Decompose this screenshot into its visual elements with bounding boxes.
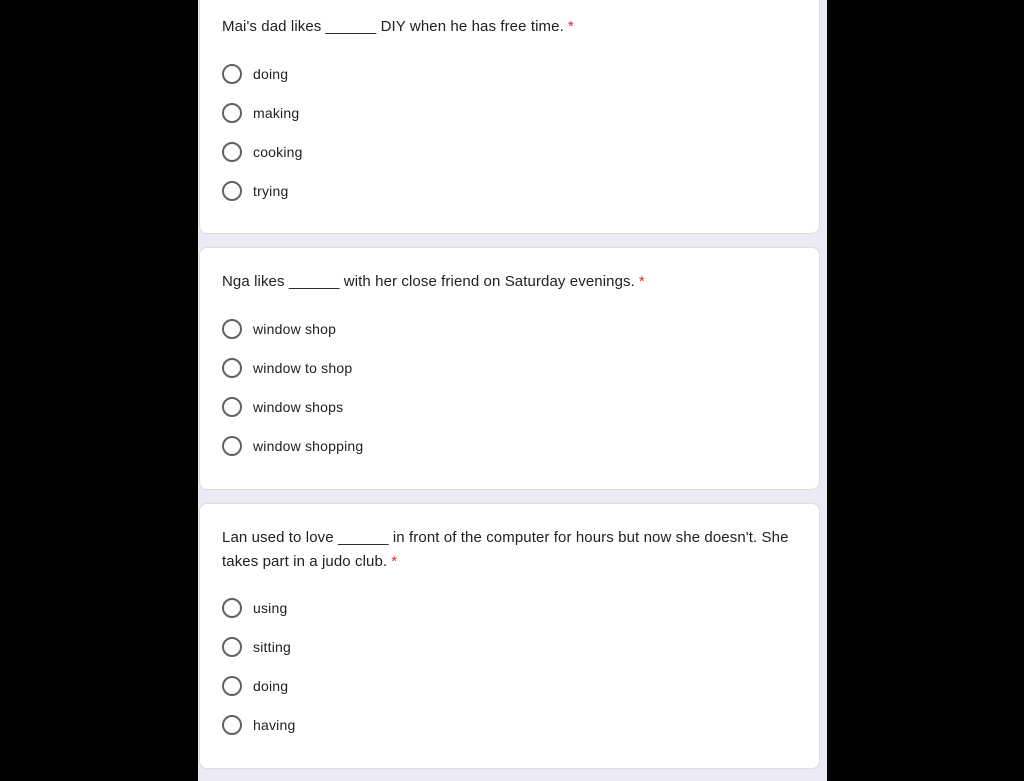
radio-unchecked-icon[interactable]: [222, 103, 242, 123]
question-text-2: Nga likes ______ with her close friend on Saturday evenings.: [222, 273, 635, 290]
option-label: window shops: [253, 399, 344, 415]
radio-option-window-shopping[interactable]: [222, 434, 363, 458]
question-text-1: Mai's dad likes ______ DIY when he has free time.: [222, 18, 564, 35]
radio-unchecked-icon[interactable]: [222, 637, 242, 657]
question-card-3: [199, 503, 820, 769]
option-label: doing: [253, 66, 289, 82]
radio-option-window-shops[interactable]: [222, 395, 343, 419]
radio-unchecked-icon[interactable]: [222, 319, 242, 339]
option-label: sitting: [253, 639, 291, 655]
radio-option-cooking[interactable]: [222, 140, 303, 164]
question-text-3: Lan used to love ______ in front of the computer for hours but now she doesn't. She takes part in a judo club.: [222, 529, 789, 570]
question-card-1: [199, 0, 820, 234]
required-asterisk: *: [638, 273, 645, 290]
option-label: window shopping: [253, 438, 364, 454]
radio-unchecked-icon[interactable]: [222, 715, 242, 735]
question-card-2: [199, 247, 820, 490]
required-asterisk: *: [391, 553, 398, 570]
radio-option-having[interactable]: [222, 713, 295, 737]
radio-option-making[interactable]: [222, 101, 299, 125]
question-title-3: [222, 526, 789, 574]
option-label: trying: [253, 183, 289, 199]
option-label: having: [253, 717, 296, 733]
radio-unchecked-icon[interactable]: [222, 676, 242, 696]
option-label: using: [253, 600, 288, 616]
radio-option-doing[interactable]: [222, 62, 288, 86]
radio-option-doing[interactable]: [222, 674, 288, 698]
radio-unchecked-icon[interactable]: [222, 142, 242, 162]
radio-option-using[interactable]: [222, 596, 287, 620]
form-page: [198, 0, 827, 781]
radio-unchecked-icon[interactable]: [222, 598, 242, 618]
option-label: cooking: [253, 144, 303, 160]
radio-unchecked-icon[interactable]: [222, 436, 242, 456]
option-label: window shop: [253, 321, 337, 337]
option-label: window to shop: [253, 360, 353, 376]
radio-option-sitting[interactable]: [222, 635, 291, 659]
radio-option-trying[interactable]: [222, 179, 288, 203]
question-title-1: [222, 15, 789, 39]
radio-unchecked-icon[interactable]: [222, 181, 242, 201]
radio-option-window-shop[interactable]: [222, 317, 336, 341]
radio-unchecked-icon[interactable]: [222, 397, 242, 417]
radio-unchecked-icon[interactable]: [222, 358, 242, 378]
required-asterisk: *: [567, 18, 574, 35]
radio-option-window-to-shop[interactable]: [222, 356, 352, 380]
option-label: making: [253, 105, 300, 121]
option-label: doing: [253, 678, 289, 694]
radio-unchecked-icon[interactable]: [222, 64, 242, 84]
question-title-2: [222, 270, 789, 294]
